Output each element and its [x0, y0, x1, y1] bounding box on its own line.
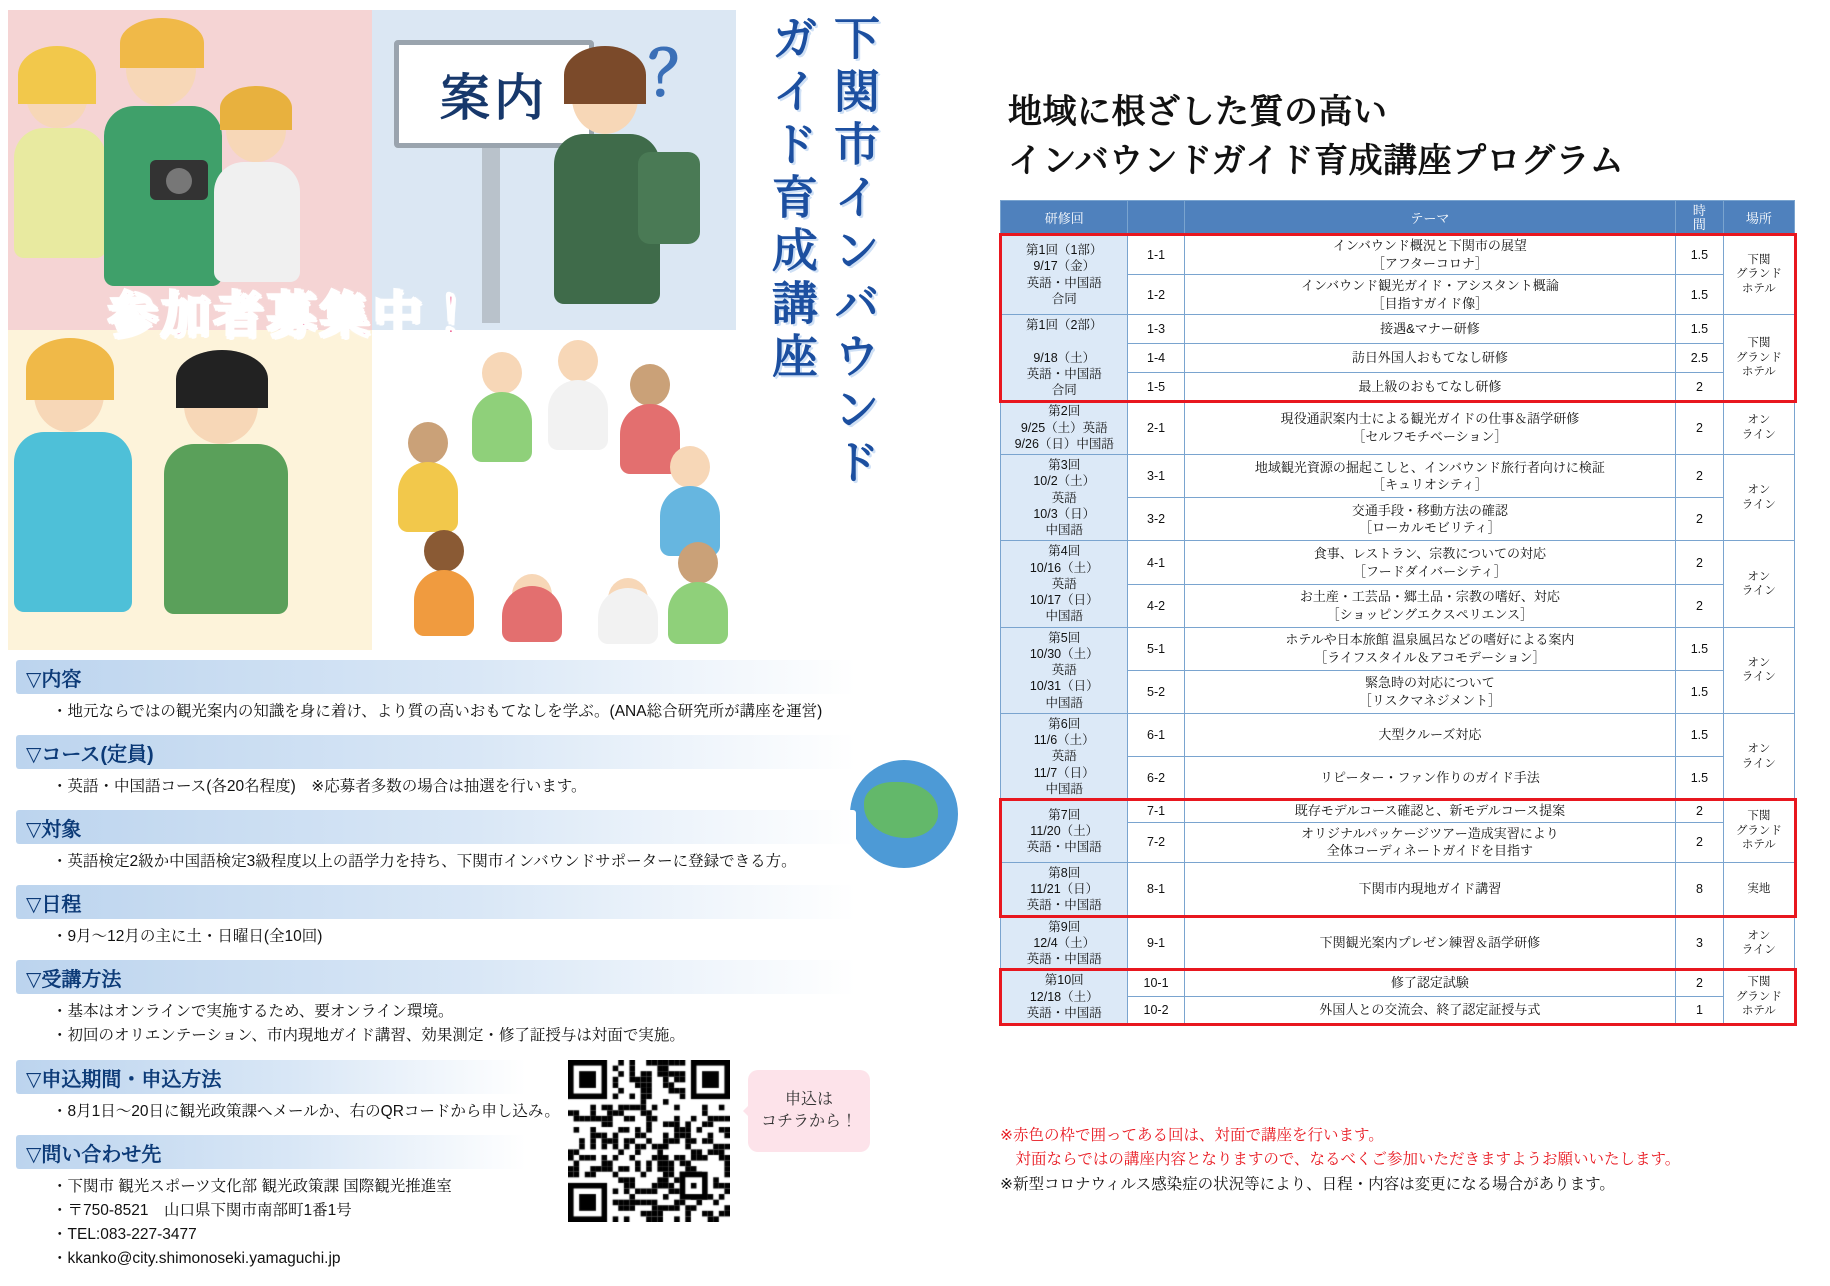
program-table: [1000, 200, 1795, 1024]
cell-hours: 2: [1676, 800, 1724, 823]
program-notes: [1000, 1124, 1800, 1197]
child-body: [398, 462, 458, 532]
backpack-icon: [638, 152, 700, 244]
table-row: [1001, 713, 1795, 756]
cell-code: 7-1: [1128, 800, 1184, 823]
cell-theme: 訪日外国人おもてなし研修: [1184, 343, 1676, 372]
child-head: [558, 340, 598, 382]
section-body-course: [52, 775, 587, 799]
cell-code: 8-1: [1128, 862, 1184, 916]
cell-session: 第8回 11/21（日） 英語・中国語: [1001, 862, 1128, 916]
cell-theme: 既存モデルコース確認と、新モデルコース提案: [1184, 800, 1676, 823]
cell-theme: 交通手段・移動方法の確認 ［ローカルモビリティ］: [1184, 498, 1676, 541]
cell-theme: 最上級のおもてなし研修: [1184, 372, 1676, 401]
cell-code: 3-2: [1128, 498, 1184, 541]
title-line-1: 下関市インバウンド: [828, 14, 880, 491]
cell-hours: 2: [1676, 401, 1724, 455]
cell-theme: インバウンド観光ガイド・アシスタント概論 ［目指すガイド像］: [1184, 275, 1676, 315]
illustration-children-globe: [372, 330, 736, 650]
cell-theme: 修了認定試験: [1184, 970, 1676, 997]
program-title-line-2: インバウンドガイド育成講座プログラム: [1008, 142, 1625, 181]
section-body-method: [52, 1000, 685, 1048]
cell-theme: 大型クルーズ対応: [1184, 713, 1676, 756]
cell-session: 第6回 11/6（土） 英語 11/7（日） 中国語: [1001, 713, 1128, 799]
table-row: [1001, 401, 1795, 455]
cell-session: 第4回 10/16（土） 英語 10/17（日） 中国語: [1001, 541, 1128, 627]
cell-code: 7-2: [1128, 822, 1184, 862]
cell-code: 1-3: [1128, 315, 1184, 344]
section-line: ・TEL:083-227-3477: [52, 1226, 197, 1244]
cell-theme: 接遇&マナー研修: [1184, 315, 1676, 344]
section-body-schedule: [52, 925, 322, 949]
cell-code: 1-1: [1128, 235, 1184, 275]
section-heading-target-label: ▽対象: [26, 818, 82, 841]
illustration-conversation: [8, 330, 372, 650]
cell-hours: 2: [1676, 372, 1724, 401]
cell-code: 2-1: [1128, 401, 1184, 455]
section-line: ・地元ならではの観光案内の知識を身に着け、より質の高いおもてなしを学ぶ。(ANA総合研究所が講座を運営): [52, 703, 823, 720]
contact-email[interactable]: ・kkanko@city.shimonoseki.yamaguchi.jp: [52, 1250, 341, 1268]
table-row: [1001, 541, 1795, 584]
child-body: [414, 570, 474, 636]
section-heading-application-label: ▽申込期間・申込方法: [26, 1068, 222, 1091]
section-heading-course-label: ▽コース(定員): [26, 743, 154, 766]
cell-code: 9-1: [1128, 916, 1184, 970]
cell-place: 下関 グランド ホテル: [1723, 315, 1794, 401]
cell-hours: 1.5: [1676, 315, 1724, 344]
question-mark-icon: ？: [648, 40, 711, 109]
section-heading-content: [16, 660, 856, 694]
sign-post: [482, 148, 500, 323]
cell-hours: 8: [1676, 862, 1724, 916]
left-panel: [0, 0, 900, 1286]
section-line: ・英語・中国語コース(各20名程度) ※応募者多数の場合は抽選を行います。: [52, 778, 587, 795]
table-row: [1001, 235, 1795, 275]
col-code: [1128, 201, 1184, 235]
section-body-application: [52, 1100, 560, 1124]
cell-code: 4-2: [1128, 584, 1184, 627]
child-head: [678, 542, 718, 584]
cell-session: 第5回 10/30（土） 英語 10/31（日） 中国語: [1001, 627, 1128, 713]
col-session: 研修回: [1001, 201, 1128, 235]
section-heading-application: [16, 1060, 526, 1094]
cell-place: オン ライン: [1723, 401, 1794, 455]
recruit-banner-text: 参加者募集中！: [108, 288, 479, 344]
cell-code: 10-1: [1128, 970, 1184, 997]
person-body: [214, 162, 300, 282]
table-row: [1001, 315, 1795, 344]
cell-place: オン ライン: [1723, 916, 1794, 970]
cell-place: 下関 グランド ホテル: [1723, 800, 1794, 863]
child-body: [502, 586, 562, 642]
person-hair: [18, 46, 96, 104]
section-heading-method-label: ▽受講方法: [26, 968, 122, 991]
flyer-vertical-title: [764, 14, 882, 624]
cell-hours: 1.5: [1676, 627, 1724, 670]
section-heading-course: [16, 735, 856, 769]
table-row: [1001, 800, 1795, 823]
section-heading-method: [16, 960, 856, 994]
cell-hours: 1.5: [1676, 757, 1724, 800]
note-line-2: 対面ならではの講座内容となりますので、なるべくご参加いただきますようお願いいたします。: [1000, 1151, 1681, 1169]
cell-code: 1-2: [1128, 275, 1184, 315]
table-row: [1001, 455, 1795, 498]
title-line-2: ガイド育成講座: [765, 14, 818, 385]
cell-place: オン ライン: [1723, 627, 1794, 713]
program-title-line-1: 地域に根ざした質の高い: [1008, 93, 1388, 131]
person-hair: [220, 86, 292, 130]
col-place: 場所: [1723, 201, 1794, 235]
cell-session: 第1回（2部） 9/18（土） 英語・中国語 合同: [1001, 315, 1128, 401]
cell-theme: 外国人との交流会、終了認定証授与式: [1184, 997, 1676, 1024]
person-hair: [26, 338, 114, 400]
person-hair: [564, 46, 646, 104]
table-header-row: [1001, 201, 1795, 235]
section-heading-schedule: [16, 885, 856, 919]
cell-session: 第1回（1部） 9/17（金） 英語・中国語 合同: [1001, 235, 1128, 315]
person-hair: [120, 18, 204, 68]
cell-place: オン ライン: [1723, 455, 1794, 541]
cell-code: 1-4: [1128, 343, 1184, 372]
col-theme: テーマ: [1184, 201, 1676, 235]
qr-callout-balloon: [748, 1070, 870, 1152]
person-body: [14, 432, 132, 612]
cell-place: 下関 グランド ホテル: [1723, 970, 1794, 1024]
cell-code: 6-1: [1128, 713, 1184, 756]
note-line-1: ※赤色の枠で囲ってある回は、対面で講座を行います。: [1000, 1127, 1384, 1144]
section-heading-target: [16, 810, 856, 844]
section-line: ・8月1日～20日に観光政策課へメールか、右のQRコードから申し込み。: [52, 1103, 560, 1120]
section-heading-content-label: ▽内容: [26, 668, 82, 691]
cell-theme: 緊急時の対応について ［リスクマネジメント］: [1184, 670, 1676, 713]
cell-hours: 2: [1676, 822, 1724, 862]
program-title: [1008, 88, 1624, 187]
child-body: [668, 582, 728, 644]
qr-callout-text: 申込は コチラから！: [760, 1090, 857, 1130]
section-line: ・下関市 観光スポーツ文化部 観光政策課 国際観光推進室: [52, 1178, 452, 1195]
child-body: [548, 380, 608, 450]
cell-place: オン ライン: [1723, 713, 1794, 799]
section-body-contact: [52, 1175, 452, 1271]
section-line: ・9月～12月の主に土・日曜日(全10回): [52, 928, 323, 945]
child-head: [408, 422, 448, 464]
cell-session: 第10回 12/18（土） 英語・中国語: [1001, 970, 1128, 1024]
note-line-3: ※新型コロナウィルス感染症の状況等により、日程・内容は変更になる場合があります。: [1000, 1175, 1615, 1193]
section-line: ・初回のオリエンテーション、市内現地ガイド講習、効果測定・修了証授与は対面で実施。: [52, 1027, 685, 1045]
cell-theme: ホテルや日本旅館 温泉風呂などの嗜好による案内 ［ライフスタイル＆アコモデーション］: [1184, 627, 1676, 670]
cell-session: 第3回 10/2（土） 英語 10/3（日） 中国語: [1001, 455, 1128, 541]
qr-code[interactable]: [568, 1060, 730, 1222]
cell-hours: 2: [1676, 455, 1724, 498]
sign-label: 案内: [440, 70, 548, 126]
cell-hours: 1.5: [1676, 235, 1724, 275]
child-head: [424, 530, 464, 572]
cell-place: 下関 グランド ホテル: [1723, 235, 1794, 315]
cell-place: 実地: [1723, 862, 1794, 916]
child-body: [472, 392, 532, 462]
cell-theme: お土産・工芸品・郷土品・宗教の嗜好、対応 ［ショッピングエクスペリエンス］: [1184, 584, 1676, 627]
cell-session: 第9回 12/4（土） 英語・中国語: [1001, 916, 1128, 970]
cell-code: 10-2: [1128, 997, 1184, 1024]
cell-code: 5-1: [1128, 627, 1184, 670]
cell-code: 1-5: [1128, 372, 1184, 401]
table-row: [1001, 627, 1795, 670]
col-hours: 時 間: [1676, 201, 1724, 235]
cell-theme: 地域観光資源の掘起こしと、インバウンド旅行者向けに検証 ［キュリオシティ］: [1184, 455, 1676, 498]
cell-session: 第7回 11/20（土） 英語・中国語: [1001, 800, 1128, 863]
cell-hours: 1.5: [1676, 713, 1724, 756]
cell-code: 4-1: [1128, 541, 1184, 584]
cell-code: 3-1: [1128, 455, 1184, 498]
section-line: ・英語検定2級か中国語検定3級程度以上の語学力を持ち、下関市インバウンドサポーターに登録できる方。: [52, 853, 797, 870]
cell-hours: 2: [1676, 584, 1724, 627]
child-head: [482, 352, 522, 394]
cell-theme: 下関観光案内プレゼン練習＆語学研修: [1184, 916, 1676, 970]
child-head: [670, 446, 710, 488]
section-line: ・基本はオンラインで実施するため、要オンライン環境。: [52, 1003, 454, 1020]
cell-place: オン ライン: [1723, 541, 1794, 627]
section-body-target: [52, 850, 797, 874]
cell-theme: 食事、レストラン、宗教についての対応 ［フードダイバーシティ］: [1184, 541, 1676, 584]
cell-hours: 2: [1676, 498, 1724, 541]
table-row: [1001, 862, 1795, 916]
section-heading-contact-label: ▽問い合わせ先: [26, 1143, 162, 1166]
person-hair: [176, 350, 268, 408]
cell-hours: 1.5: [1676, 670, 1724, 713]
child-head: [630, 364, 670, 406]
cell-session: 第2回 9/25（土）英語 9/26（日）中国語: [1001, 401, 1128, 455]
table-row: [1001, 916, 1795, 970]
table-row: [1001, 970, 1795, 997]
section-heading-schedule-label: ▽日程: [26, 893, 82, 916]
section-body-content: [52, 700, 822, 724]
person-body: [164, 444, 288, 614]
cell-theme: リピーター・ファン作りのガイド手法: [1184, 757, 1676, 800]
illustration-collage: [8, 10, 736, 650]
cell-theme: インバウンド概況と下関市の展望 ［アフターコロナ］: [1184, 235, 1676, 275]
camera-lens-icon: [166, 168, 192, 194]
cell-hours: 2: [1676, 970, 1724, 997]
cell-hours: 2.5: [1676, 343, 1724, 372]
cell-code: 6-2: [1128, 757, 1184, 800]
person-body: [14, 128, 106, 258]
cell-hours: 1.5: [1676, 275, 1724, 315]
cell-hours: 1: [1676, 997, 1724, 1024]
cell-theme: 下関市内現地ガイド講習: [1184, 862, 1676, 916]
cell-code: 5-2: [1128, 670, 1184, 713]
section-line: ・〒750-8521 山口県下関市南部町1番1号: [52, 1202, 352, 1220]
child-body: [598, 588, 658, 644]
right-panel: [900, 0, 1830, 1286]
cell-theme: オリジナルパッケージツアー造成実習により 全体コーディネートガイドを目指す: [1184, 822, 1676, 862]
section-heading-contact: [16, 1135, 526, 1169]
cell-theme: 現役通訳案内士による観光ガイドの仕事＆語学研修 ［セルフモチベーション］: [1184, 401, 1676, 455]
cell-hours: 2: [1676, 541, 1724, 584]
cell-hours: 3: [1676, 916, 1724, 970]
